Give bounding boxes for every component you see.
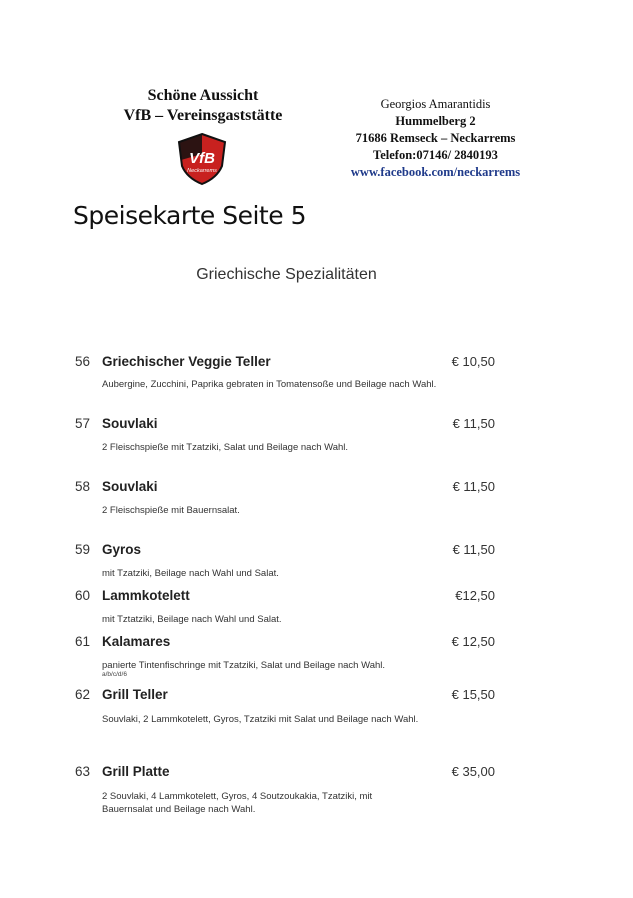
owner-name: Georgios Amarantidis (380, 97, 491, 111)
city-address: 71686 Remseck – Neckarrems (355, 131, 516, 145)
item-number: 62 (75, 687, 91, 702)
item-description: mit Tzatziki, Beilage nach Wahl und Salat. (102, 568, 279, 579)
item-description: 2 Fleischspieße mit Bauernsalat. (102, 505, 240, 516)
item-price: € 11,50 (452, 479, 495, 494)
item-description: 2 Souvlaki, 4 Lammkotelett, Gyros, 4 Soutzoukakia, Tzatziki, mit Bauernsalat und Beilage nach Wahl. (102, 791, 373, 815)
logo-subtext: Neckarrems (187, 168, 217, 174)
item-number: 61 (75, 634, 91, 649)
item-name: Grill Platte (102, 764, 170, 779)
item-description: mit Tztatziki, Beilage nach Wahl und Salat. (102, 614, 282, 625)
item-description: 2 Fleischspieße mit Tzatziki, Salat und Beilage nach Wahl. (102, 442, 349, 453)
restaurant-name-line1: Schöne Aussicht (147, 87, 259, 104)
item-description: Aubergine, Zucchini, Paprika gebraten in Tomatensoße und Beilage nach Wahl. (102, 379, 437, 390)
item-number: 60 (75, 588, 91, 603)
item-price: € 35,00 (451, 764, 495, 779)
item-name: Lammkotelett (102, 588, 190, 603)
item-price: € 12,50 (451, 634, 495, 649)
item-number: 57 (75, 416, 91, 431)
facebook-link[interactable]: www.facebook.com/neckarrems (350, 165, 521, 179)
item-name: Souvlaki (102, 416, 158, 431)
item-price: € 11,50 (452, 542, 495, 557)
item-price: € 10,50 (451, 354, 495, 369)
item-price: € 15,50 (451, 687, 495, 702)
item-name: Souvlaki (102, 479, 158, 494)
restaurant-name-line2: VfB – Vereinsgaststätte (123, 107, 283, 124)
item-number: 63 (75, 764, 91, 779)
item-allergens: a/b/c/d/6 (102, 671, 127, 678)
item-number: 59 (75, 542, 91, 557)
item-name: Gyros (102, 542, 142, 557)
page-title: Speisekarte Seite 5 (73, 201, 306, 230)
vfb-shield-logo-icon (175, 132, 229, 186)
item-name: Griechischer Veggie Teller (102, 354, 271, 369)
restaurant-name (108, 86, 298, 126)
item-name: Kalamares (102, 634, 171, 649)
item-price: € 11,50 (452, 416, 495, 431)
street-address: Hummelberg 2 (395, 114, 476, 128)
item-price: €12,50 (455, 588, 495, 603)
item-number: 56 (75, 354, 91, 369)
logo-text: VfB (189, 150, 215, 167)
item-name: Grill Teller (102, 687, 168, 702)
item-description: Souvlaki, 2 Lammkotelett, Gyros, Tzatziki mit Salat und Beilage nach Wahl. (102, 714, 419, 725)
item-description: panierte Tintenfischringe mit Tzatziki, Salat und Beilage nach Wahl. (102, 660, 386, 671)
contact-block (333, 96, 538, 181)
phone-number: Telefon:07146/ 2840193 (373, 148, 498, 162)
item-number: 58 (75, 479, 91, 494)
section-title-text: Griechische Spezialitäten (196, 266, 377, 283)
section-title (0, 266, 633, 284)
